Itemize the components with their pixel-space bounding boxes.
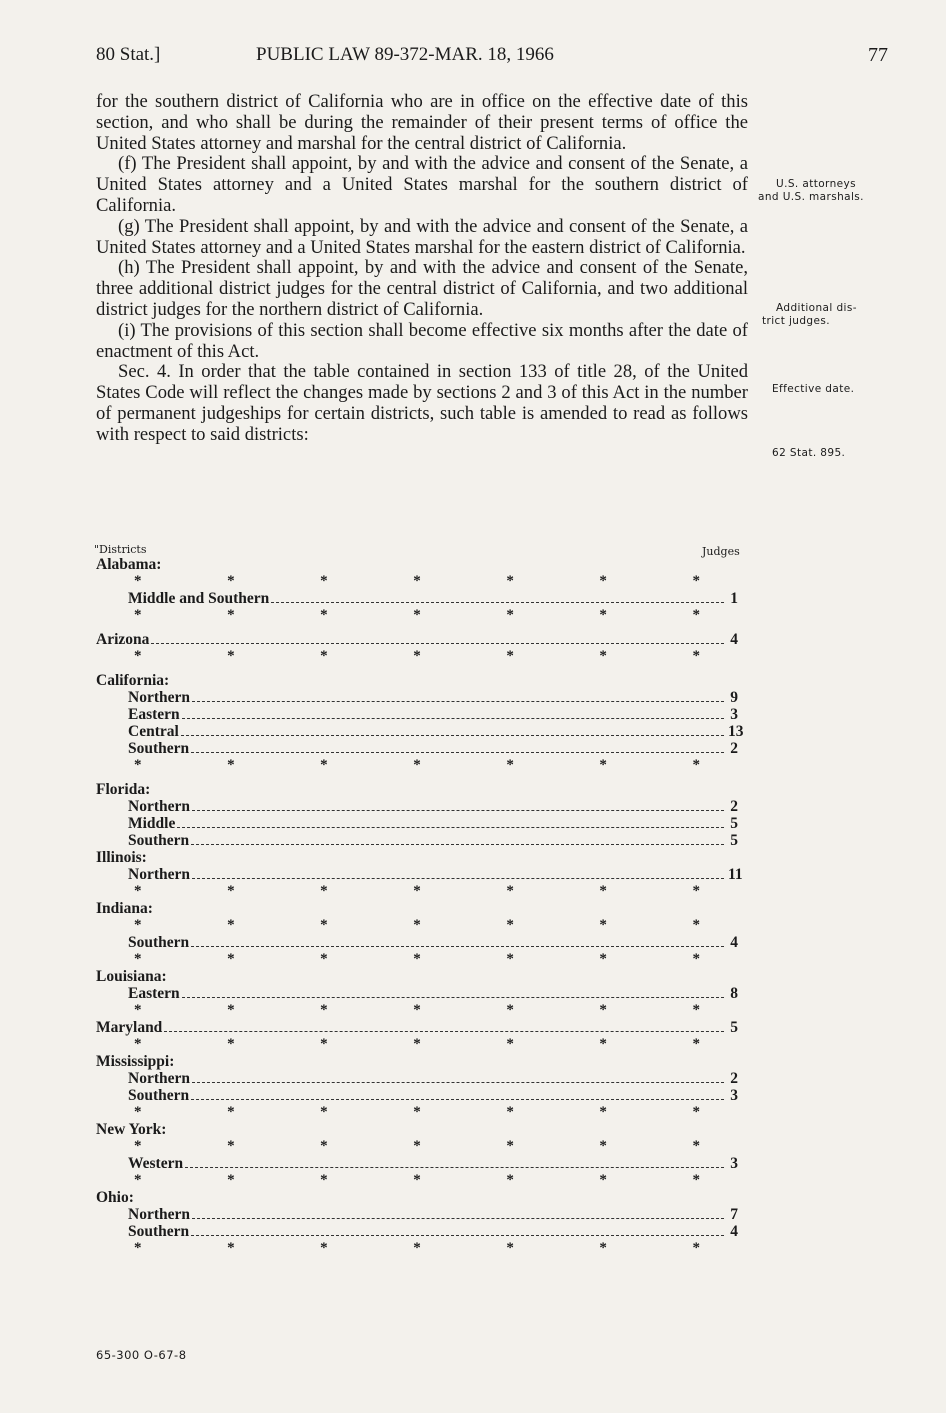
- col-header-districts: "Districts: [94, 543, 147, 556]
- district-row: Southern 5: [128, 832, 738, 849]
- paragraph: for the southern district of California who are in office on the effective date of this section, and who shall be during the remainder of their present terms of office the United States attorney and marshal for the central district of California.: [96, 91, 748, 154]
- district-row: Northern 2: [128, 1070, 738, 1087]
- district-row: Eastern 3: [128, 706, 738, 723]
- paragraph: (f) The President shall appoint, by and with the advice and consent of the Senate, a United States attorney and a United States marshal for the southern district of California.: [96, 153, 748, 216]
- state-ohio: Ohio:: [96, 1189, 134, 1206]
- margin-note-attorneys: U.S. attorneys and U.S. marshals.: [758, 178, 864, 203]
- district-row: Eastern 8: [128, 985, 738, 1002]
- col-header-judges: Judges: [702, 545, 740, 558]
- paragraph: Sec. 4. In order that the table contained in section 133 of title 28, of the United States Code will reflect the changes made by sections 2 and 3 of this Act in the number of permanent judgeships for certain districts, such table is amended to read as follows with respect to said districts:: [96, 361, 748, 445]
- margin-note-stat: 62 Stat. 895.: [772, 447, 846, 459]
- margin-note-effective: Effective date.: [772, 383, 855, 395]
- district-row: Southern 4: [128, 1223, 738, 1240]
- paragraph: (h) The President shall appoint, by and with the advice and consent of the Senate, three additional district judges for the central district of California, and two additional district judges for the northern district of California.: [96, 257, 748, 320]
- judgeships-table: [96, 556, 744, 1257]
- district-row: Northern 11: [128, 866, 743, 883]
- state-mississippi: Mississippi:: [96, 1053, 175, 1070]
- omission-stars: * * * * * * *: [134, 607, 700, 623]
- footer-print-code: 65-300 O-67-8: [96, 1348, 187, 1362]
- state-california: California:: [96, 672, 170, 689]
- omission-stars: * * * * * * *: [134, 951, 700, 967]
- district-row: Middle and Southern 1: [128, 590, 738, 607]
- state-illinois: Illinois:: [96, 849, 147, 866]
- state-new-york: New York:: [96, 1121, 167, 1138]
- omission-stars: * * * * * * *: [134, 1240, 700, 1256]
- header-left: 80 Stat.]: [96, 44, 161, 65]
- state-arizona: Arizona 4: [96, 631, 738, 648]
- state-louisiana: Louisiana:: [96, 968, 167, 985]
- paragraph: (i) The provisions of this section shall become effective six months after the date of enactment of this Act.: [96, 319, 748, 362]
- omission-stars: * * * * * * *: [134, 573, 700, 589]
- state-alabama: Alabama:: [96, 556, 162, 573]
- omission-stars: * * * * * * *: [134, 1138, 700, 1154]
- body-text: [96, 92, 748, 446]
- omission-stars: * * * * * * *: [134, 917, 700, 933]
- omission-stars: * * * * * * *: [134, 1036, 700, 1052]
- district-row: Northern 9: [128, 689, 738, 706]
- district-row: Southern 3: [128, 1087, 738, 1104]
- state-florida: Florida:: [96, 781, 151, 798]
- omission-stars: * * * * * * *: [134, 757, 700, 773]
- district-row: Middle 5: [128, 815, 738, 832]
- district-row: Northern 7: [128, 1206, 738, 1223]
- district-row: Northern 2: [128, 798, 738, 815]
- header-title: PUBLIC LAW 89-372-MAR. 18, 1966: [256, 44, 554, 65]
- state-maryland: Maryland 5: [96, 1019, 738, 1036]
- omission-stars: * * * * * * *: [134, 648, 700, 664]
- district-row: Southern 4: [128, 934, 738, 951]
- paragraph: (g) The President shall appoint, by and with the advice and consent of the Senate, a United States attorney and a United States marshal for the eastern district of California.: [96, 215, 748, 258]
- omission-stars: * * * * * * *: [134, 1172, 700, 1188]
- district-row: Southern 2: [128, 740, 738, 757]
- district-row: Western 3: [128, 1155, 738, 1172]
- district-row: Central 13: [128, 723, 744, 740]
- omission-stars: * * * * * * *: [134, 1104, 700, 1120]
- state-indiana: Indiana:: [96, 900, 153, 917]
- omission-stars: * * * * * * *: [134, 1002, 700, 1018]
- page-number: 77: [868, 44, 888, 66]
- margin-note-judges: Additional dis- trict judges.: [762, 302, 857, 327]
- omission-stars: * * * * * * *: [134, 883, 700, 899]
